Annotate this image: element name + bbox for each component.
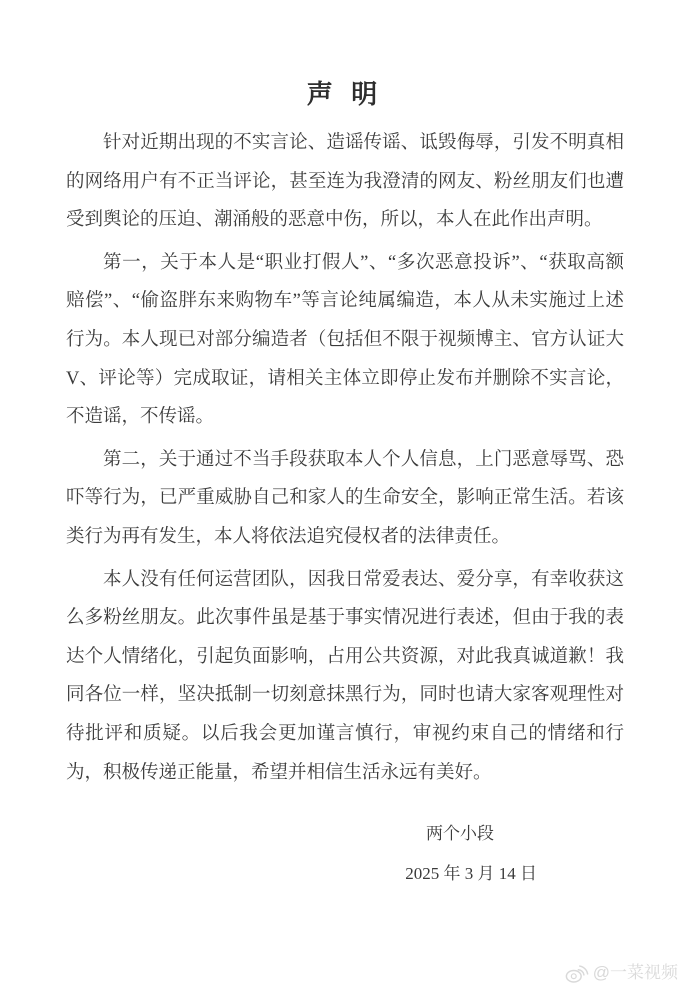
weibo-icon	[565, 961, 589, 985]
signature-block	[66, 822, 624, 886]
paragraph-apology: 本人没有任何运营团队，因我日常爱表达、爱分享，有幸收获这么多粉丝朋友。此次事件虽是基于事实情况进行表述，但由于我的表达个人情绪化，引起负面影响，占用公共资源，对此我真诚道歉！我同各位一样，坚决抵制一切刻意抹黑行为，同时也请大家客观理性对待批评和质疑。以后我会更加谨言慎行，审视约束自己的情绪和行为，积极传递正能量，希望并相信生活永远有美好。	[66, 569, 624, 783]
signature-name: 两个小段	[426, 824, 494, 844]
paragraph-second-point: 第二，关于通过不当手段获取本人个人信息，上门恶意辱骂、恐吓等行为，已严重威胁自己和家人的生命安全，影响正常生活。若该类行为再有发生，本人将依法追究侵权者的法律责任。	[66, 449, 624, 547]
watermark	[565, 960, 678, 986]
signature-date: 2025 年 3 月 14 日	[405, 864, 537, 884]
paragraph-first-point: 第一，关于本人是“职业打假人”、“多次恶意投诉”、“获取高额赔偿”、“偷盗胖东来购物车”等言论纯属编造，本人从未实施过上述行为。本人现已对部分编造者（包括但不限于视频博主、官方认证大 V、评论等）完成取证，请相关主体立即停止发布并删除不实言论，不造谣，不传谣。	[66, 252, 624, 428]
document-title: 声 明	[306, 80, 384, 109]
paragraph-intro: 针对近期出现的不实言论、造谣传谣、诋毁侮辱，引发不明真相的网络用户有不正当评论，甚至连为我澄清的网友、粉丝朋友们也遭受到舆论的压迫、潮涌般的恶意中伤，所以，本人在此作出声明。	[66, 133, 624, 231]
document-body	[0, 112, 690, 886]
watermark-handle: @一菜视频	[592, 963, 678, 982]
